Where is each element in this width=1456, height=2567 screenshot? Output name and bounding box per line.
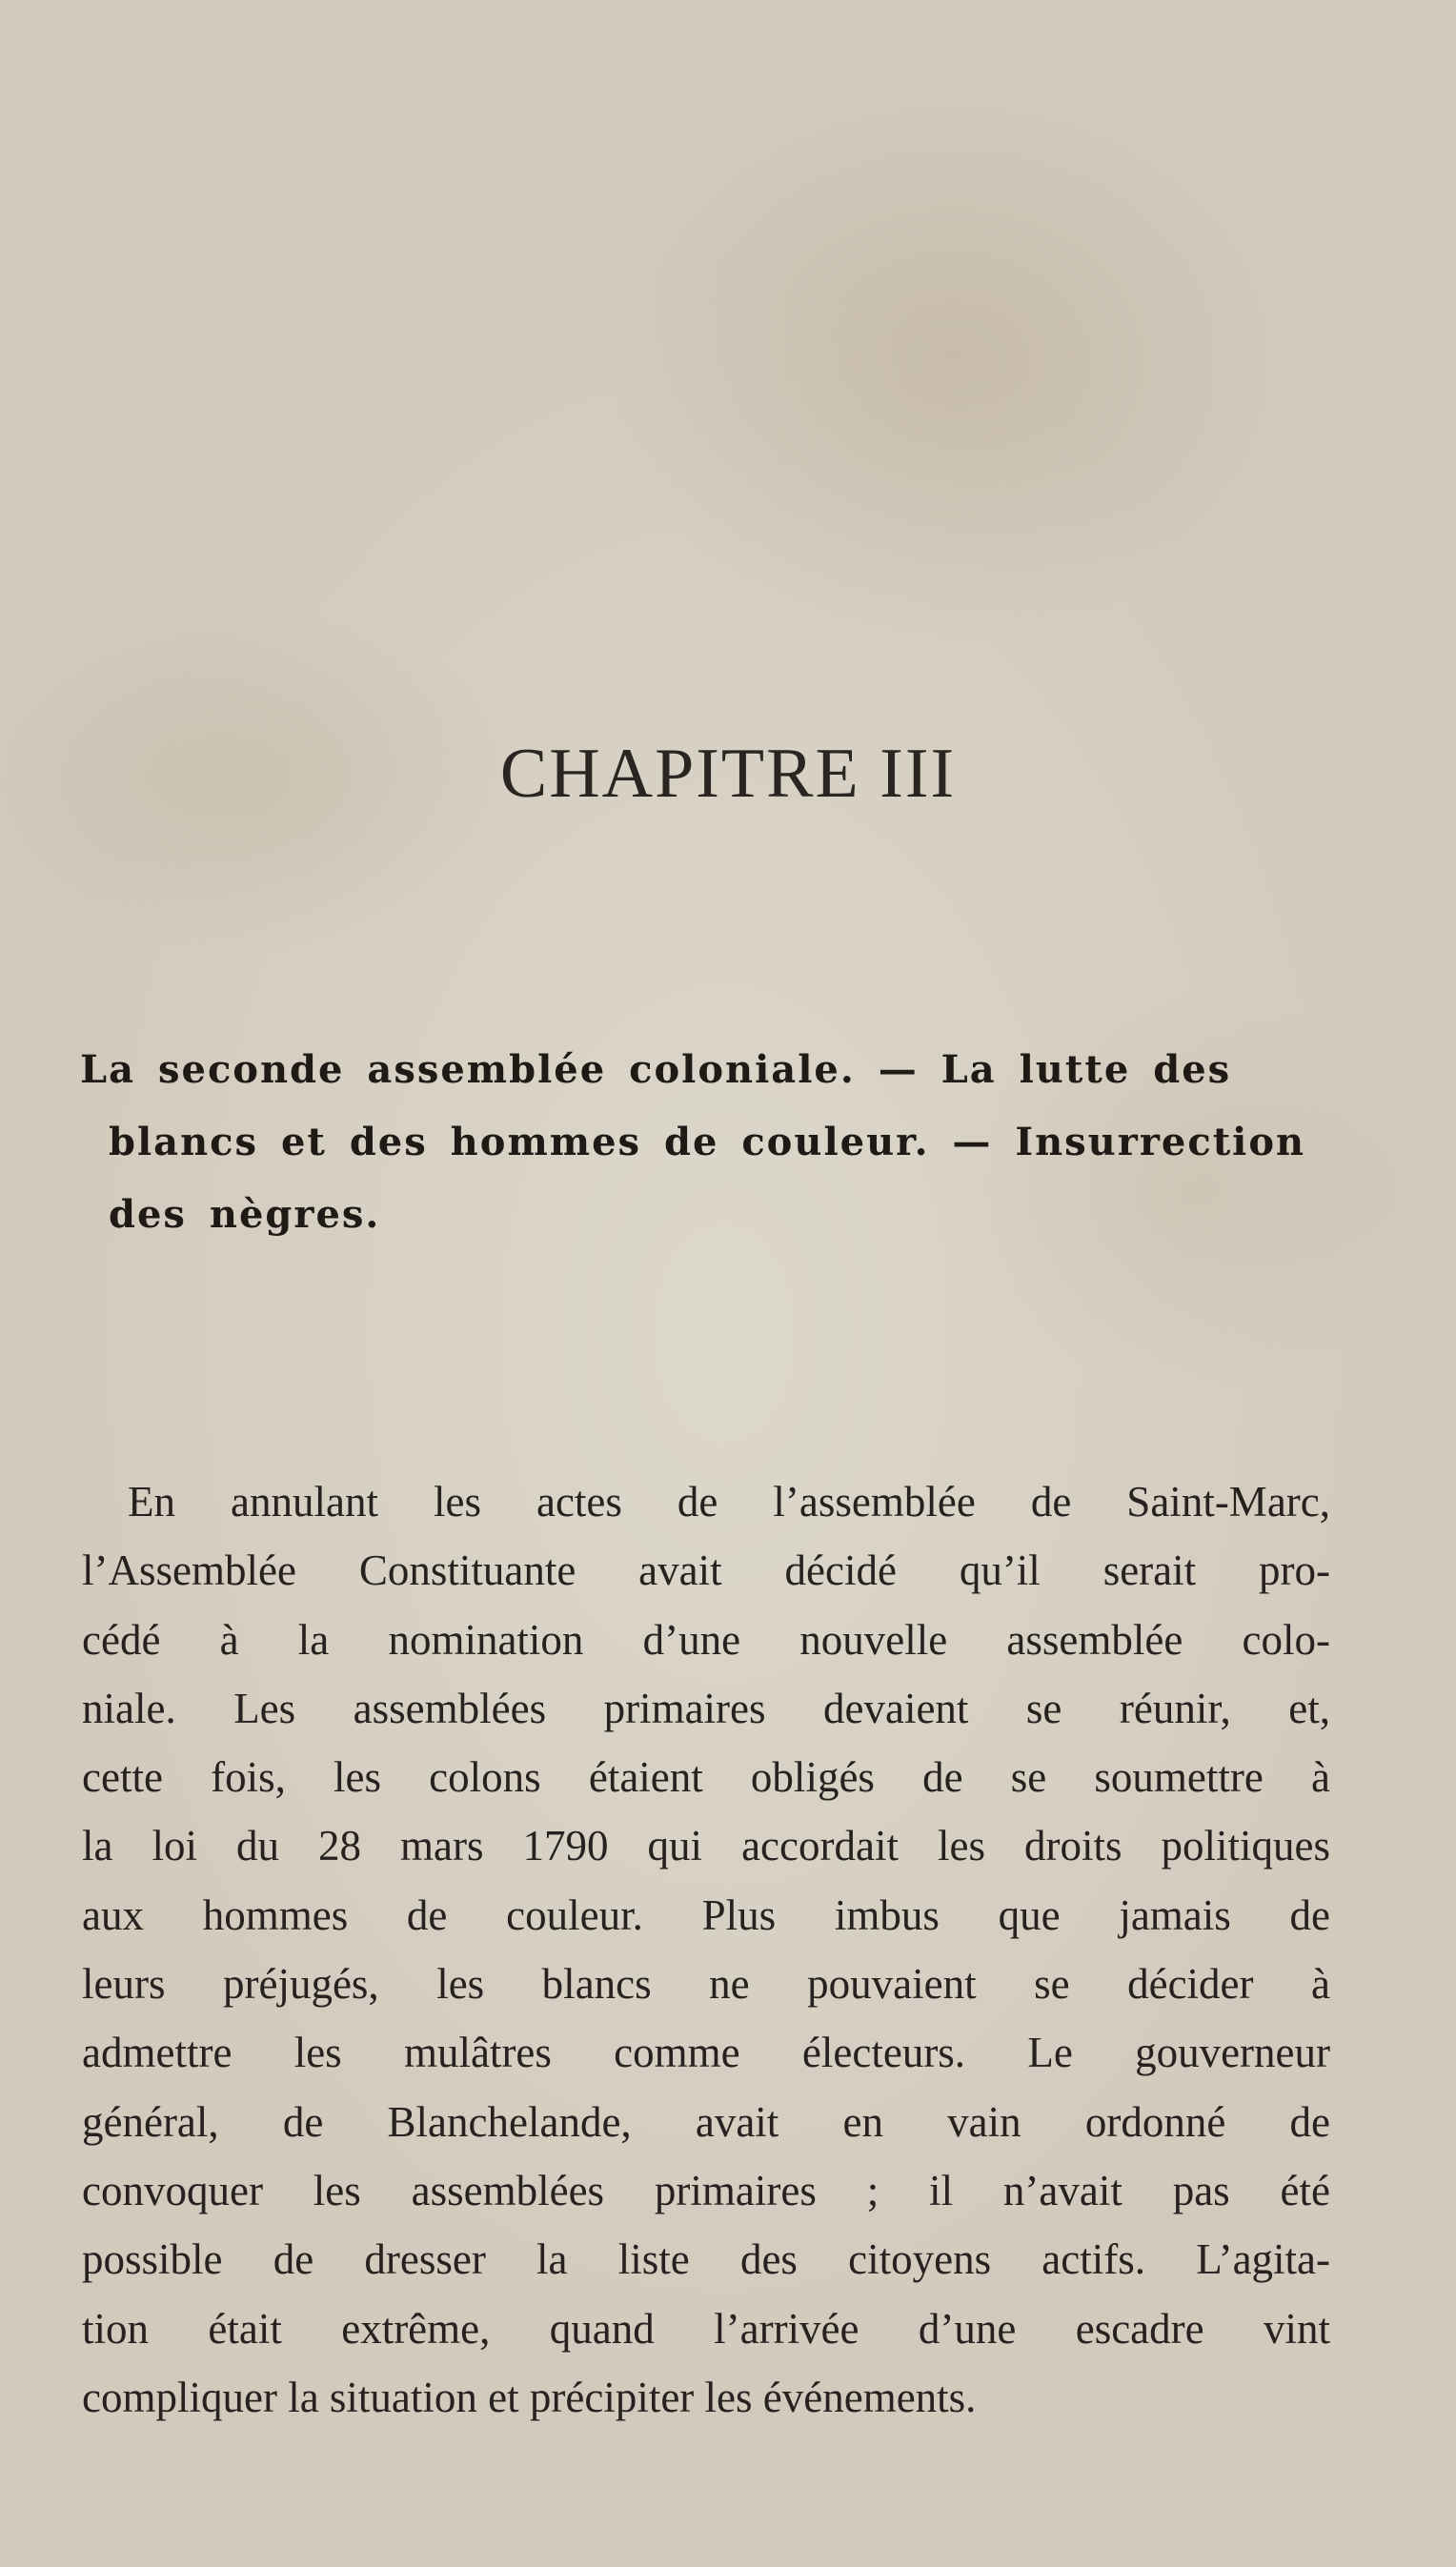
paragraph-line-10: général, de Blanchelande, avait en vain ordonné de: [82, 2097, 1330, 2146]
paragraph-line-12: possible de dresser la liste des citoyens actifs. L’agita-: [82, 2235, 1330, 2284]
summary-line-3: des nègres.: [109, 1192, 381, 1237]
paragraph-line-8: leurs préjugés, les blancs ne pouvaient se décider à: [82, 1960, 1330, 2009]
paragraph-line-6: la loi du 28 mars 1790 qui accordait les droits politiques: [82, 1822, 1330, 1870]
paragraph-line-14: compliquer la situation et précipiter les événements.: [82, 2373, 977, 2421]
paragraph-line-1: En annulant les actes de l’assemblée de Saint-Marc,: [128, 1478, 1330, 1526]
paragraph-line-4: niale. Les assemblées primaires devaient se réunir, et,: [82, 1684, 1330, 1732]
chapter-title: CHAPITRE III: [499, 735, 957, 813]
body-paragraph: [82, 1467, 1330, 2432]
paragraph-line-9: admettre les mulâtres comme électeurs. Le gouverneur: [82, 2029, 1330, 2077]
summary-line-1: La seconde assemblée coloniale. — La lutte des: [80, 1047, 1232, 1092]
paragraph-line-7: aux hommes de couleur. Plus imbus que jamais de: [82, 1890, 1330, 1939]
chapter-summary: [80, 1034, 1328, 1251]
paragraph-line-13: tion était extrême, quand l’arrivée d’une escadre vint: [82, 2304, 1330, 2353]
paragraph-line-2: l’Assemblée Constituante avait décidé qu’il serait pro-: [82, 1546, 1330, 1595]
summary-line-2: blancs et des hommes de couleur. — Insurrection: [109, 1120, 1306, 1164]
paragraph-line-3: cédé à la nomination d’une nouvelle assemblée colo-: [82, 1615, 1330, 1664]
paragraph-line-11: convoquer les assemblées primaires ; il n’avait pas été: [82, 2166, 1330, 2214]
paragraph-line-5: cette fois, les colons étaient obligés de se soumettre à: [82, 1753, 1330, 1802]
